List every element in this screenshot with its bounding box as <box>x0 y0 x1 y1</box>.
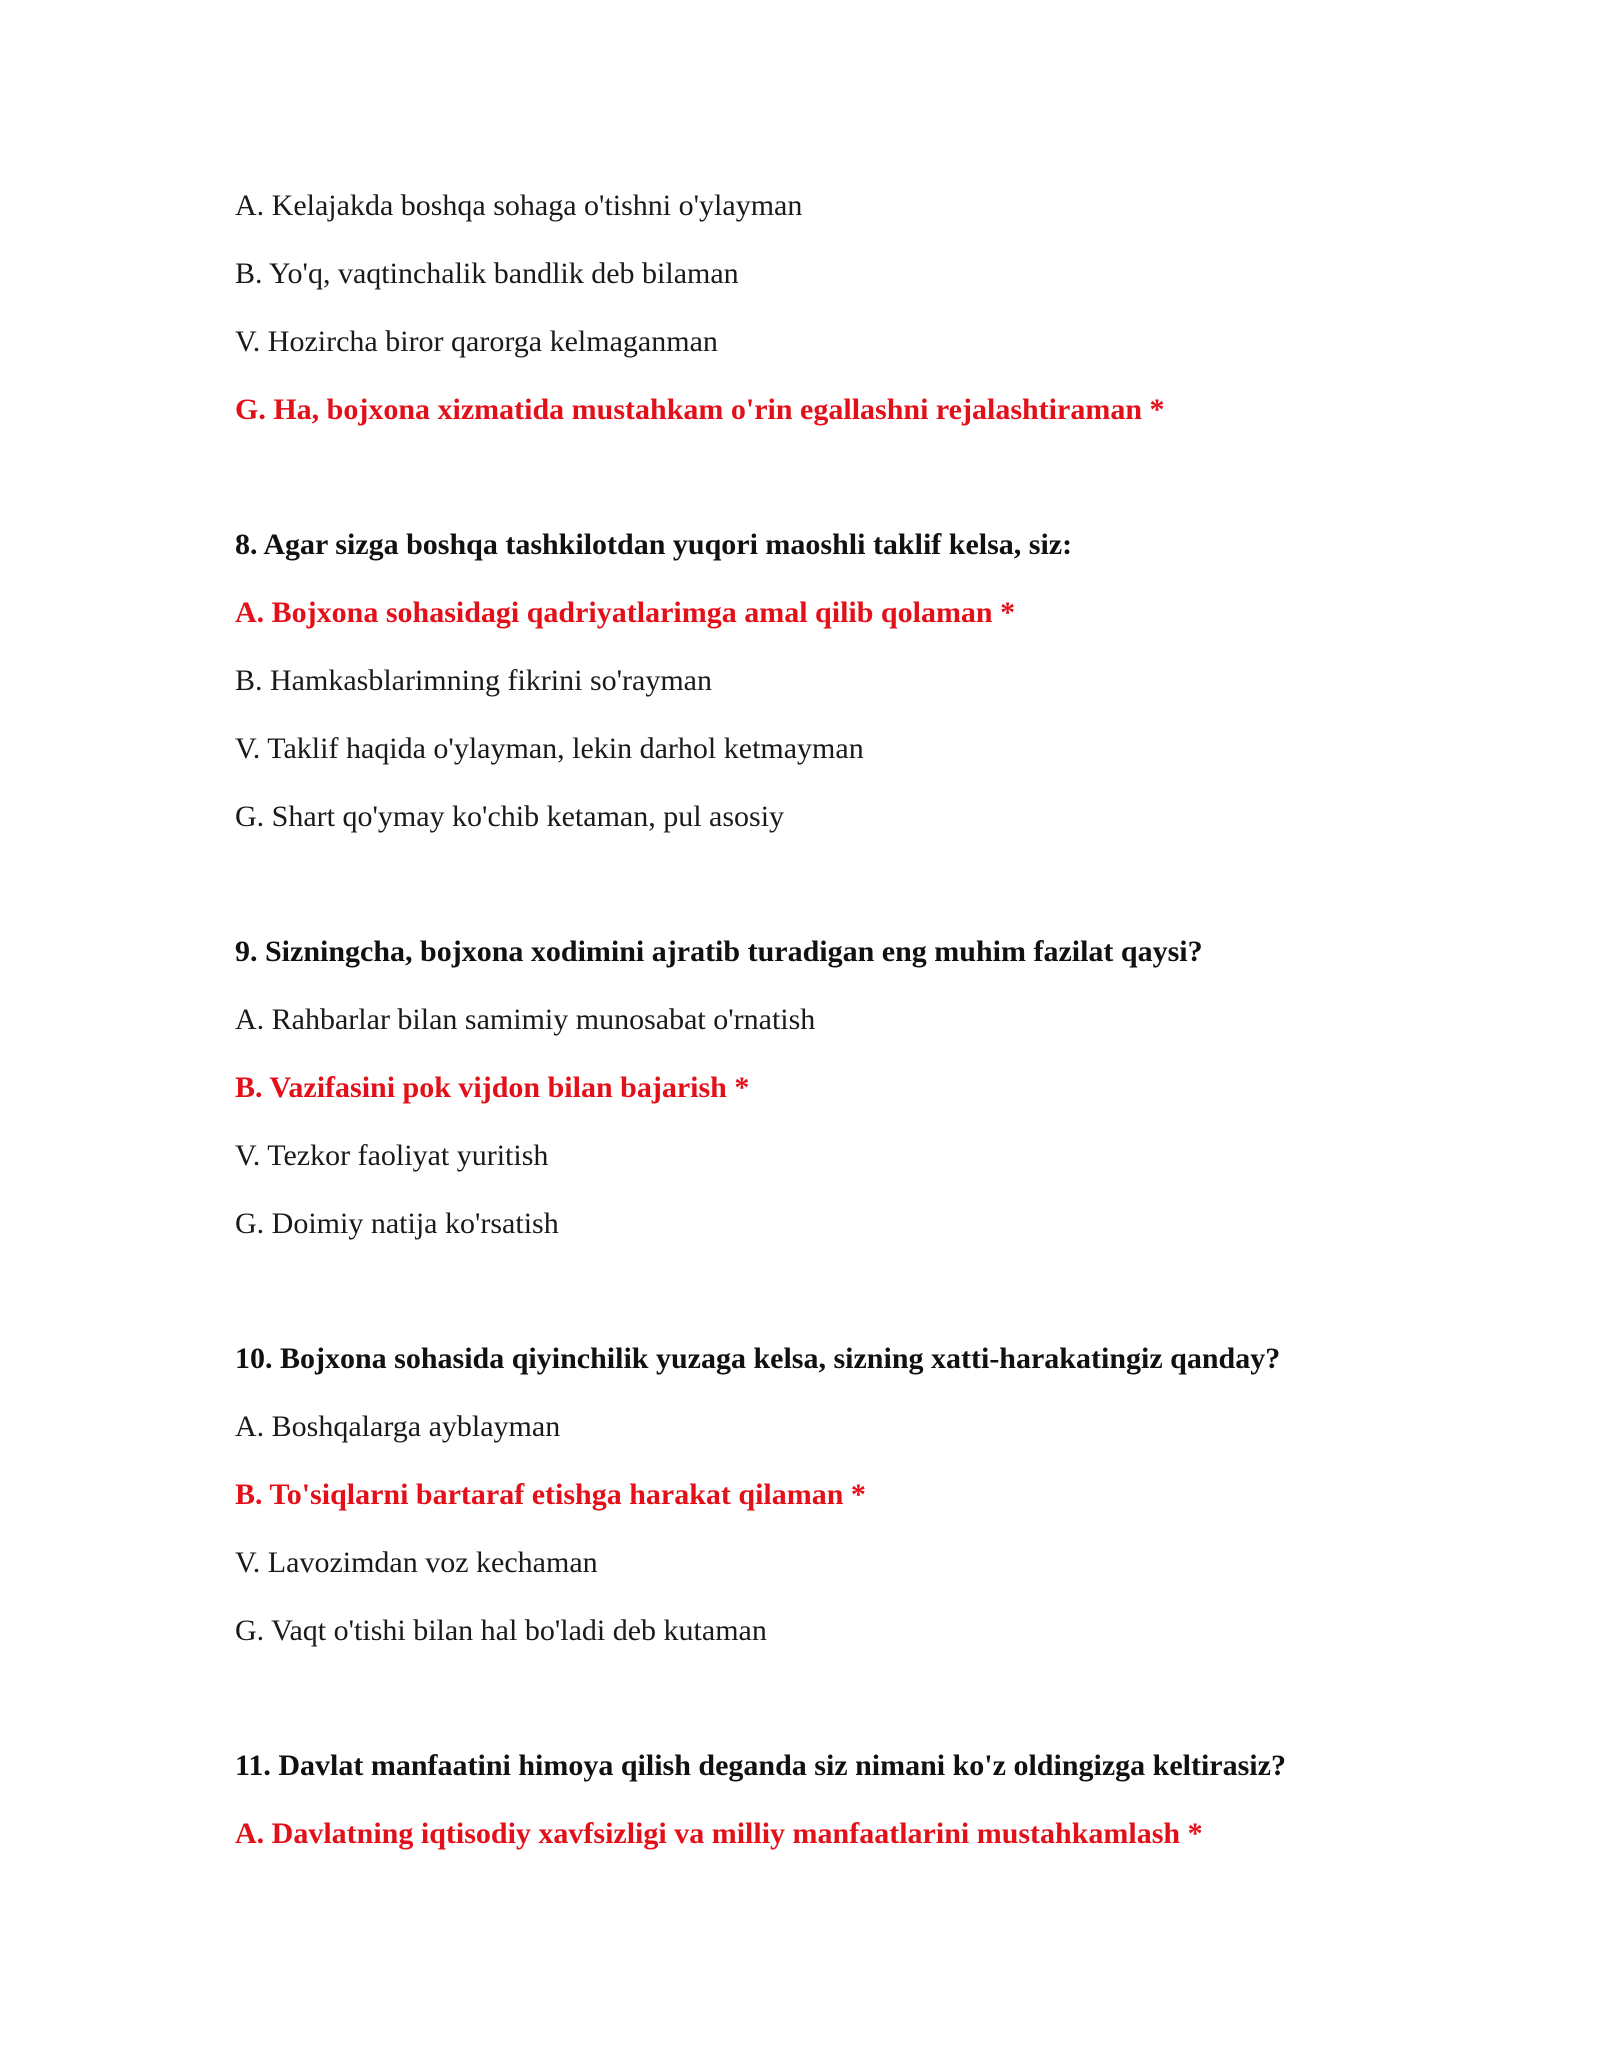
correct-answer-option: G. Ha, bojxona xizmatida mustahkam o'rin egallashni rejalashtiraman * <box>235 393 1165 426</box>
answer-option: G. Vaqt o'tishi bilan hal bo'ladi deb kutaman <box>235 1614 767 1647</box>
spacer <box>235 865 1435 932</box>
answer-option: V. Hozircha biror qarorga kelmaganman <box>235 325 718 358</box>
question-block <box>235 1339 1435 1651</box>
correct-answer-option: B. To'siqlarni bartaraf etishga harakat qilaman * <box>235 1478 866 1511</box>
answer-option: A. Kelajakda boshqa sohaga o'tishni o'ylayman <box>235 189 803 222</box>
spacer <box>235 1272 1435 1339</box>
question-block <box>235 186 1435 430</box>
answer-option: B. Yo'q, vaqtinchalik bandlik deb bilaman <box>235 257 739 290</box>
answer-option: A. Boshqalarga ayblayman <box>235 1410 561 1443</box>
answer-option: V. Lavozimdan voz kechaman <box>235 1546 598 1579</box>
answer-option: V. Taklif haqida o'ylayman, lekin darhol ketmayman <box>235 732 864 765</box>
answer-option: B. Hamkasblarimning fikrini so'rayman <box>235 664 712 697</box>
answer-option: V. Tezkor faoliyat yuritish <box>235 1139 549 1172</box>
question-block <box>235 525 1435 837</box>
answer-option: A. Rahbarlar bilan samimiy munosabat o'rnatish <box>235 1003 816 1036</box>
correct-answer-option: A. Bojxona sohasidagi qadriyatlarimga amal qilib qolaman * <box>235 596 1016 629</box>
spacer <box>235 1679 1435 1746</box>
correct-answer-option: A. Davlatning iqtisodiy xavfsizligi va milliy manfaatlarini mustahkamlash * <box>235 1817 1203 1850</box>
spacer <box>235 458 1435 525</box>
question-block <box>235 932 1435 1244</box>
correct-answer-option: B. Vazifasini pok vijdon bilan bajarish * <box>235 1071 750 1104</box>
document-page <box>235 186 1435 1882</box>
question-block <box>235 1746 1435 1854</box>
question-text: 8. Agar sizga boshqa tashkilotdan yuqori maoshli taklif kelsa, siz: <box>235 528 1073 561</box>
question-text: 9. Sizningcha, bojxona xodimini ajratib turadigan eng muhim fazilat qaysi? <box>235 935 1203 968</box>
answer-option: G. Shart qo'ymay ko'chib ketaman, pul asosiy <box>235 800 785 833</box>
question-text: 10. Bojxona sohasida qiyinchilik yuzaga kelsa, sizning xatti-harakatingiz qanday? <box>235 1342 1281 1375</box>
question-text: 11. Davlat manfaatini himoya qilish deganda siz nimani ko'z oldingizga keltirasiz? <box>235 1749 1286 1782</box>
answer-option: G. Doimiy natija ko'rsatish <box>235 1207 559 1240</box>
